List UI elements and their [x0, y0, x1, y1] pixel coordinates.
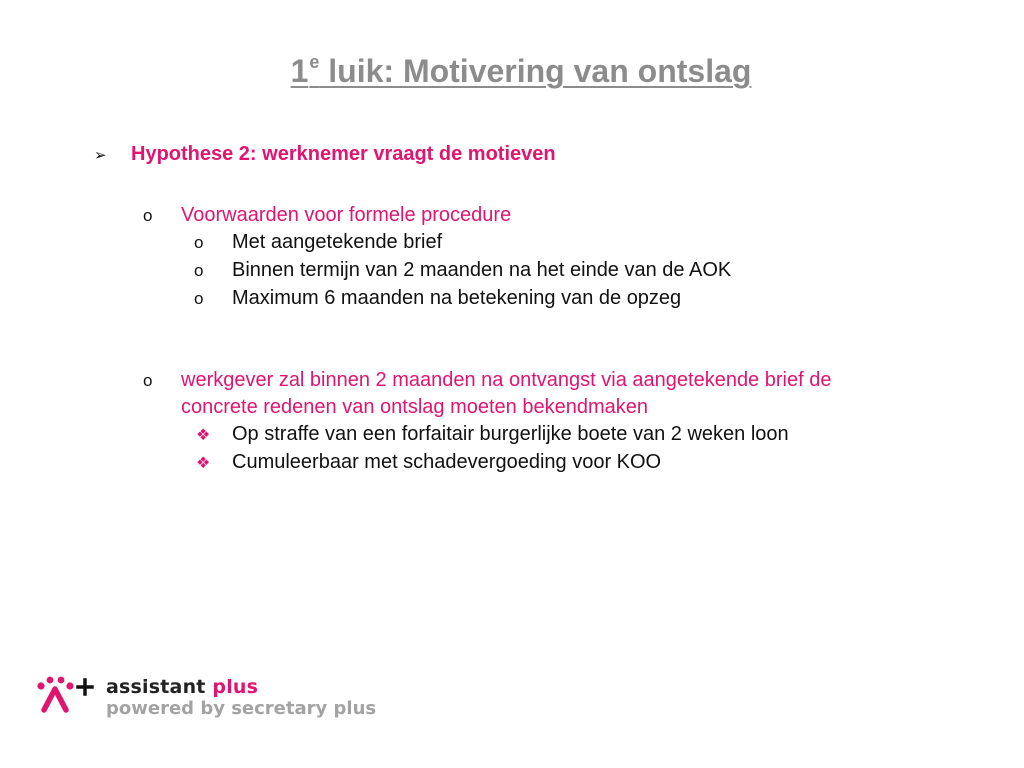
block2-item: Op straffe van een forfaitair burgerlijke boete van 2 weken loon: [232, 423, 789, 445]
block2-line1: werkgever zal binnen 2 maanden na ontvangst via aangetekende brief de: [181, 369, 832, 391]
block1-label: Voorwaarden voor formele procedure: [181, 204, 512, 226]
block1-item: Maximum 6 maanden na betekening van de opzeg: [232, 287, 682, 309]
circle-bullet-icon: o: [194, 289, 204, 308]
slide-title-number: 1: [290, 53, 309, 89]
section-heading: Hypothese 2: werknemer vraagt de motieven: [131, 143, 556, 165]
diamond-bullet-icon: ❖: [196, 427, 211, 444]
circle-bullet-icon: o: [143, 206, 153, 225]
slide-title: [0, 52, 1024, 90]
block1-item: Binnen termijn van 2 maanden na het einde van de AOK: [232, 259, 732, 281]
arrow-bullet-icon: ➢: [94, 147, 107, 164]
logo-word-assistant: assistant: [106, 676, 206, 698]
circle-bullet-icon: o: [194, 261, 204, 280]
logo-wordmark: [106, 676, 258, 698]
block2-item: Cumuleerbaar met schadevergoeding voor KOO: [232, 451, 662, 473]
circle-bullet-icon: o: [143, 371, 153, 390]
assistant-plus-logo-icon: [36, 674, 102, 718]
circle-bullet-icon: o: [194, 233, 204, 252]
block2-line2: concrete redenen van ontslag moeten bekendmaken: [181, 396, 648, 418]
diamond-bullet-icon: ❖: [196, 455, 211, 472]
logo-tagline: powered by secretary plus: [106, 698, 377, 719]
block1-item: Met aangetekende brief: [232, 231, 443, 253]
logo-word-plus: plus: [212, 676, 259, 698]
slide-title-superscript: e: [309, 52, 320, 72]
slide-title-text: luik: Motivering van ontslag: [319, 53, 752, 89]
